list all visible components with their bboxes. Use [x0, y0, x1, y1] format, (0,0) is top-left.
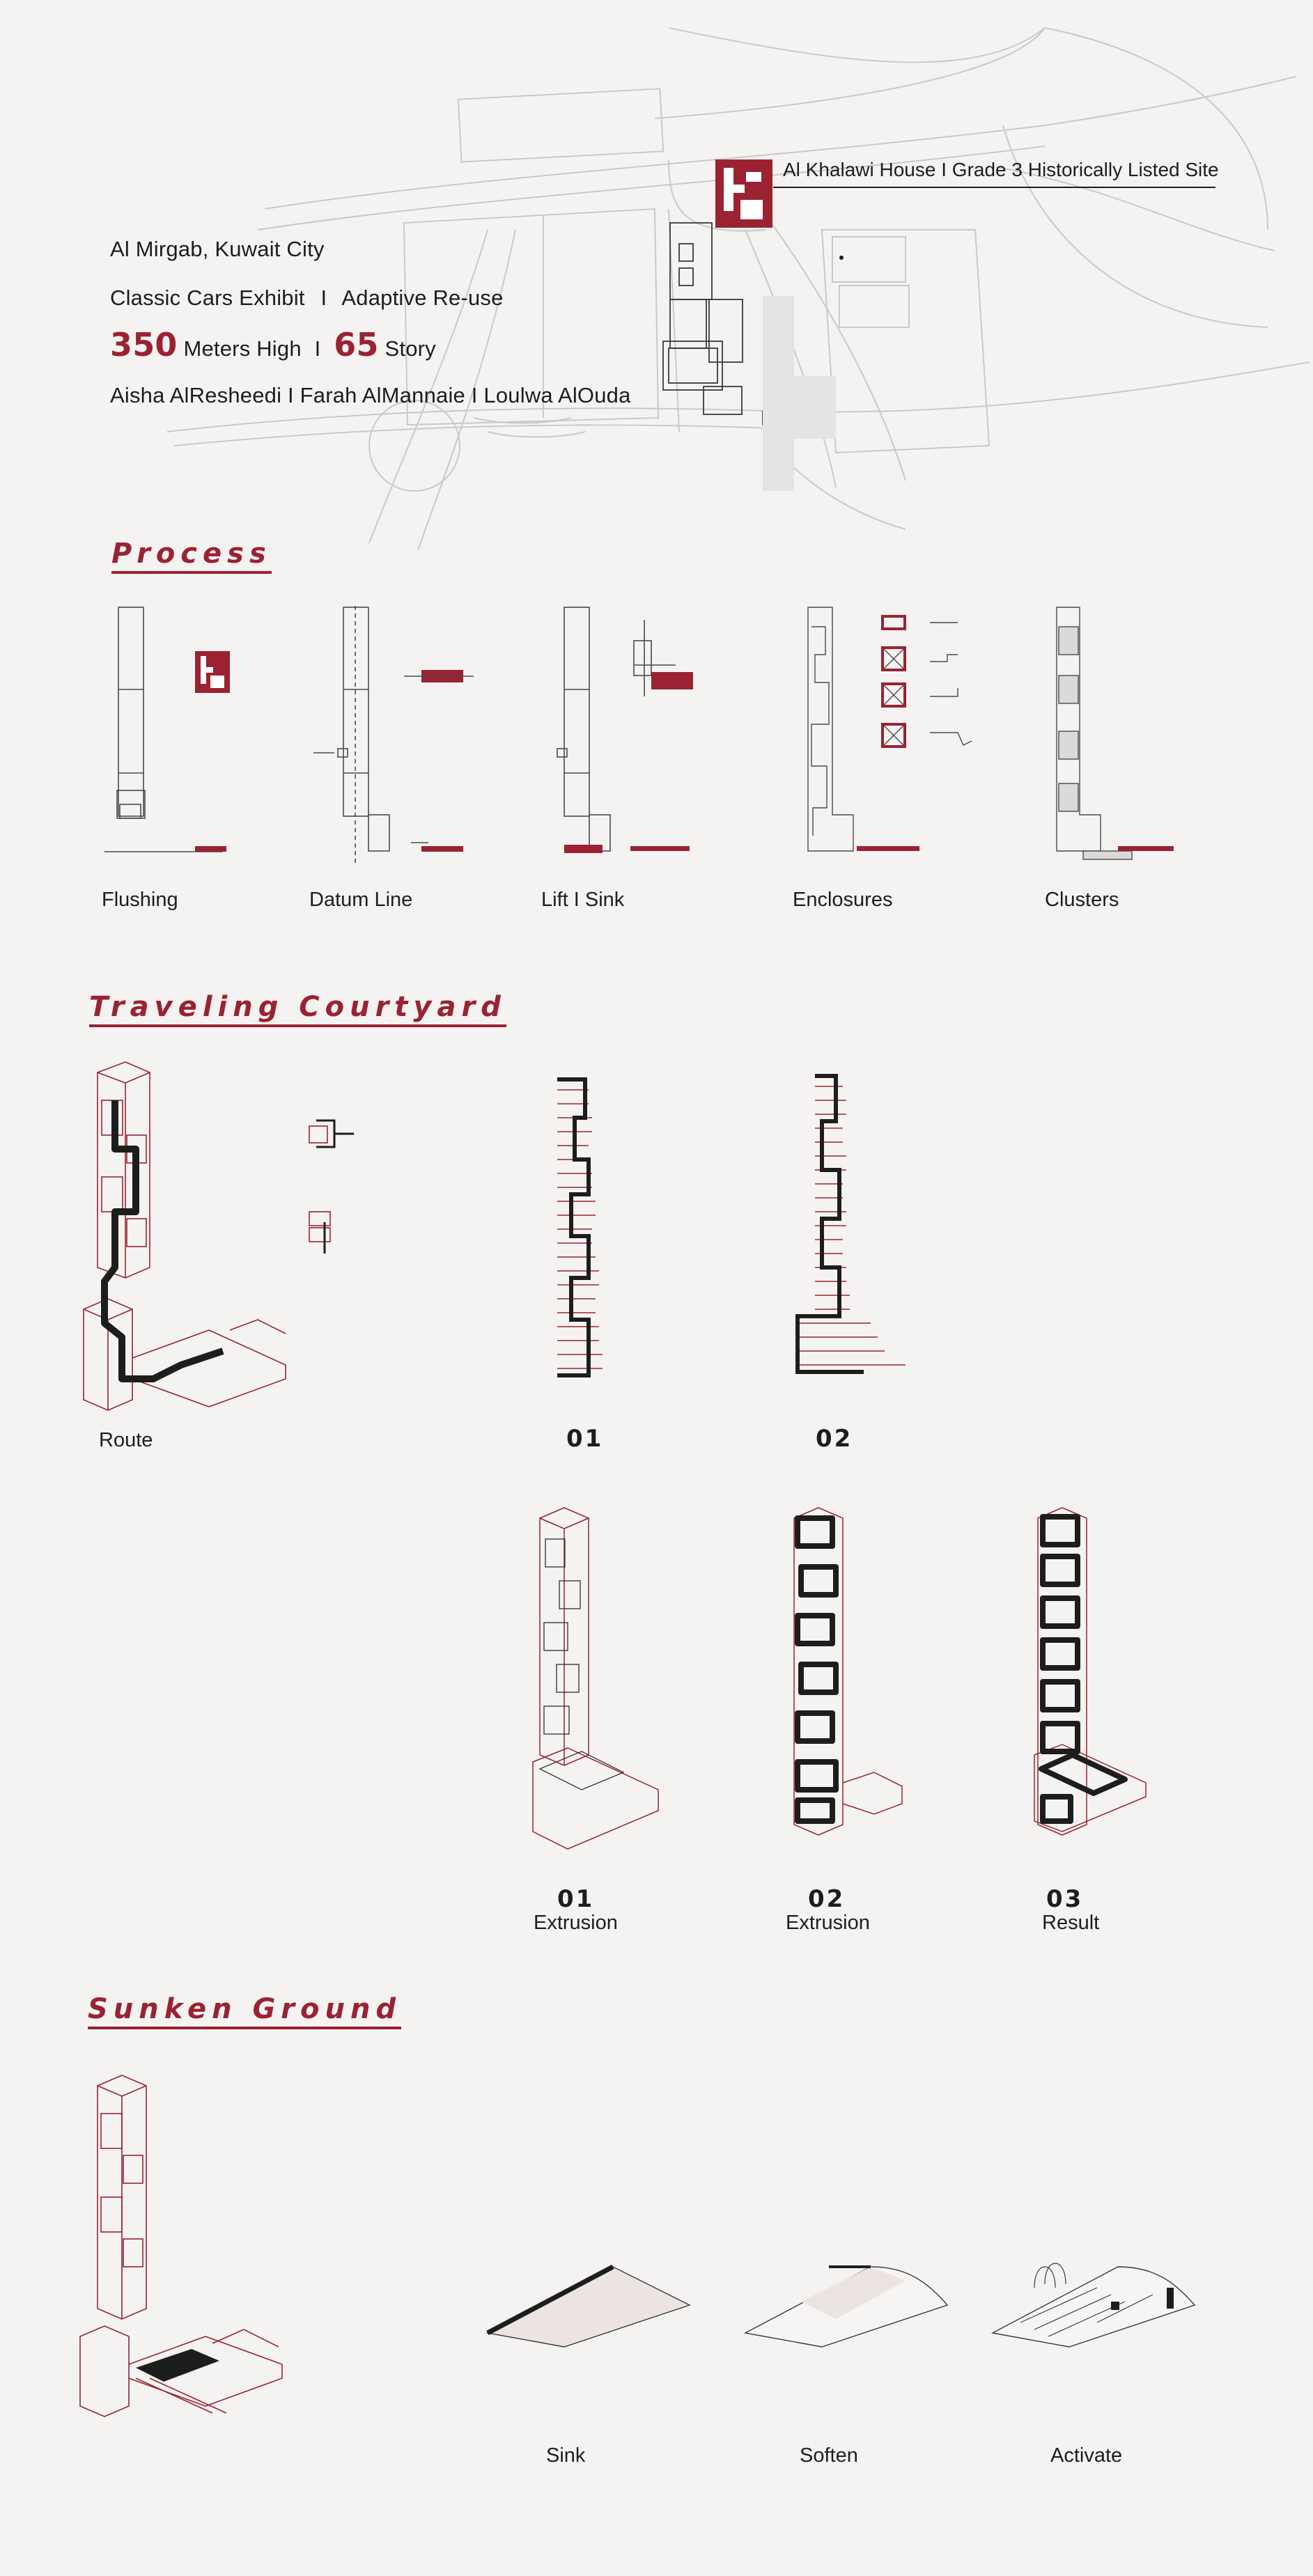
process-diagram-clusters [1041, 606, 1181, 864]
process-diagram-enclosures [791, 606, 979, 864]
height-value: 350 [110, 326, 178, 364]
program-line [110, 286, 504, 311]
sunken-step-label: Soften [800, 2444, 858, 2467]
process-step-label: Enclosures [793, 889, 893, 911]
extrusion-number: 01 [557, 1885, 595, 1913]
route-axonometric [77, 1059, 300, 1414]
process-title: Process [111, 538, 272, 574]
sunken-title: Sunken Ground [88, 1993, 401, 2029]
authors-text: Aisha AlResheedi I Farah AlMannaie I Loulwa AlOuda [110, 383, 631, 407]
extrusion-label: Extrusion [534, 1912, 618, 1934]
location-text: Al Mirgab, Kuwait City [110, 237, 325, 261]
extrusion-01-axonometric [526, 1504, 665, 1852]
height-line [110, 326, 436, 364]
program-a: Classic Cars Exhibit [110, 286, 305, 310]
heritage-logo-icon [715, 159, 772, 228]
process-step-label: Flushing [102, 889, 178, 911]
sunken-step-label: Sink [546, 2444, 586, 2467]
activate-diagram [993, 2246, 1195, 2350]
extrusion-03-axonometric [1020, 1504, 1160, 1852]
route-label: Route [99, 1429, 153, 1451]
route-legend-icon [306, 1111, 355, 1250]
plan-number: 01 [566, 1425, 604, 1453]
sunken-step-label: Activate [1050, 2444, 1123, 2467]
heritage-underline [773, 187, 1215, 188]
courtyard-plan-02 [794, 1072, 912, 1379]
sunken-axonometric [73, 2072, 289, 2420]
stories-unit: Story [384, 336, 436, 361]
height-unit: Meters High [183, 336, 302, 361]
height-separator: I [314, 336, 321, 361]
soften-diagram [745, 2260, 947, 2350]
process-step-label: Clusters [1045, 889, 1119, 911]
extrusion-label: Extrusion [786, 1912, 870, 1934]
stories-value: 65 [334, 326, 379, 364]
extrusion-number: 02 [808, 1885, 846, 1913]
extrusion-label: Result [1042, 1912, 1100, 1934]
program-separator: I [320, 286, 327, 310]
program-b: Adaptive Re-use [341, 286, 504, 310]
heritage-label: Al Khalawi House I Grade 3 Historically Listed Site [783, 159, 1219, 180]
process-step-label: Datum Line [309, 889, 413, 911]
sink-diagram [488, 2260, 690, 2350]
plan-number: 02 [816, 1425, 853, 1453]
courtyard-plan-01 [550, 1076, 620, 1382]
process-diagram-flushing [104, 606, 237, 857]
process-diagram-lift-sink [547, 606, 700, 864]
site-map [0, 0, 1313, 557]
courtyard-title: Traveling Courtyard [89, 991, 506, 1027]
extrusion-02-axonometric [777, 1504, 916, 1852]
process-step-label: Lift I Sink [541, 889, 625, 911]
extrusion-number: 03 [1046, 1885, 1084, 1913]
process-diagram-datum-line [313, 606, 481, 864]
